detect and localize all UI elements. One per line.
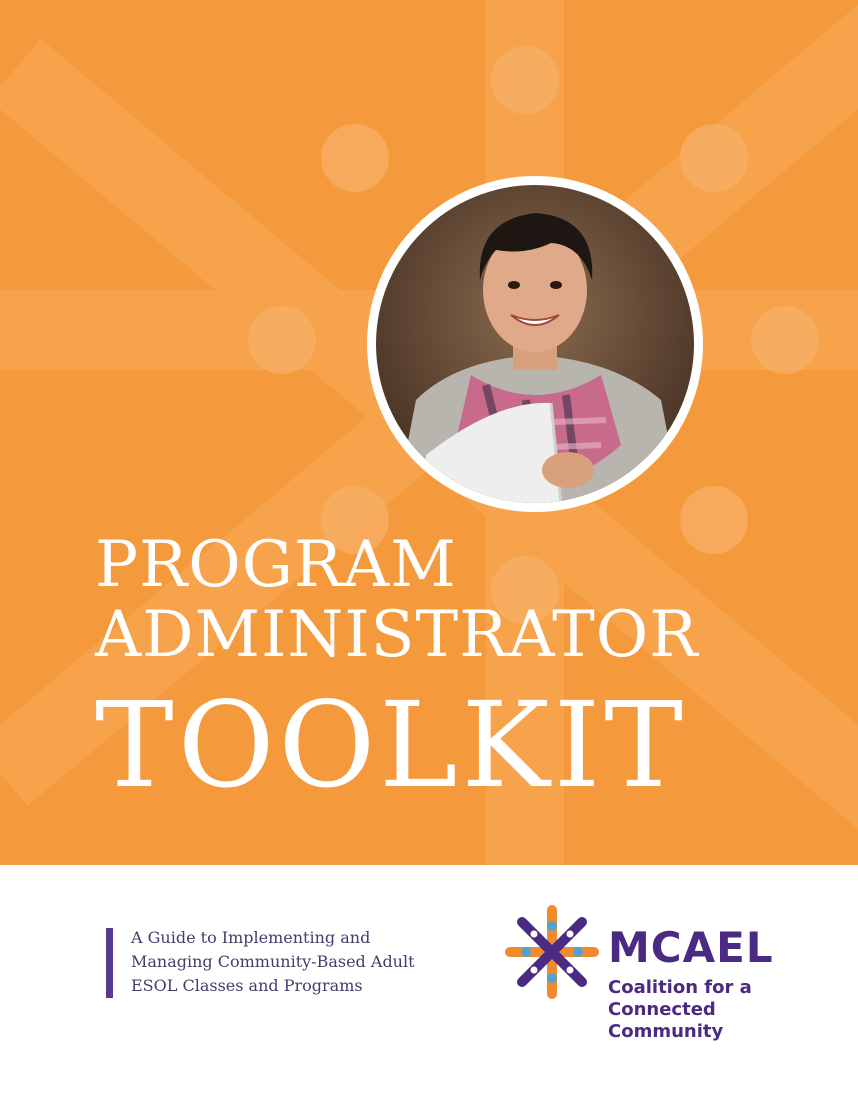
logo-tagline-line: Coalition for a [608, 977, 752, 998]
subtitle-line: ESOL Classes and Programs [131, 976, 363, 995]
title-line-toolkit: TOOLKIT [95, 676, 688, 814]
subtitle-line: Managing Community-Based Adult [131, 952, 415, 971]
title-line-program: PROGRAM [95, 528, 457, 602]
portrait-photo [376, 185, 694, 503]
subtitle-accent-bar [106, 928, 113, 998]
logo-tagline-line: Connected [608, 999, 716, 1020]
logo-tagline [608, 977, 752, 1043]
subtitle [131, 926, 471, 998]
mcael-logo-icon [504, 904, 600, 1000]
logo-name: MCAEL [608, 923, 774, 972]
subtitle-line: A Guide to Implementing and [131, 928, 371, 947]
title-line-administrator: ADMINISTRATOR [95, 598, 699, 672]
logo-tagline-line: Community [608, 1021, 724, 1042]
